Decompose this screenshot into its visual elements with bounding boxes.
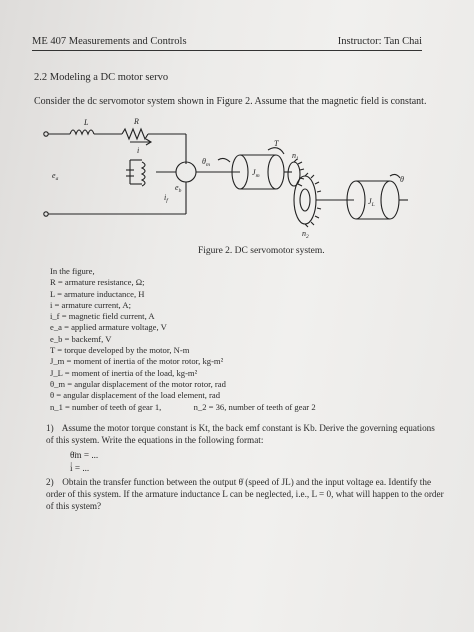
- dc-servomotor-diagram: [30, 118, 430, 244]
- terminal-top: [44, 132, 48, 136]
- gear-1: [288, 162, 300, 186]
- course-title: ME 407 Measurements and Controls: [32, 36, 187, 47]
- section-title: 2.2 Modeling a DC motor servo: [34, 72, 169, 83]
- label-ea: $e_a$: [52, 171, 59, 182]
- label-n1: $n_1$: [292, 151, 299, 162]
- page-header: [32, 36, 422, 51]
- definition-line: i_f = magnetic field current, A: [50, 311, 155, 322]
- format-line-theta: θ̈m = ...: [70, 450, 99, 460]
- inductor-coil: [70, 130, 94, 134]
- label-JL: $J_L$: [368, 197, 375, 208]
- label-Jm: $J_m$: [252, 168, 260, 179]
- field-coil: [142, 162, 145, 186]
- definition-line: e_b = backemf, V: [50, 333, 112, 344]
- definition-line: i = armature current, A;: [50, 299, 131, 310]
- definition-line: J_m = moment of inertia of the motor rotor, kg-m²: [50, 356, 224, 367]
- question-1: [46, 422, 436, 446]
- label-theta: θ: [400, 175, 404, 184]
- question-2-text: Obtain the transfer function between the output θ̇ (speed of JL) and the input voltage ea. Identify the order of this system. If the armature inductance L can be neglected, i.e., L = 0, what will happen to the order of this system?: [46, 477, 444, 511]
- terminal-bottom: [44, 212, 48, 216]
- format-line-current: i̇ = ...: [70, 463, 90, 473]
- definitions-list: [50, 266, 380, 413]
- label-theta-m: $\theta_m$: [202, 157, 210, 168]
- definition-line: L = armature inductance, H: [50, 288, 145, 299]
- question-1-number: 1): [46, 423, 54, 433]
- label-n2: $n_2$: [302, 229, 309, 240]
- definition-line: [50, 402, 380, 413]
- label-R: R: [134, 118, 139, 126]
- question-2-number: 2): [46, 477, 54, 487]
- label-eb: $e_b$: [175, 183, 182, 194]
- definition-line: J_L = moment of inertia of the load, kg-m²: [50, 367, 198, 378]
- figure-caption: Figure 2. DC servomotor system.: [198, 246, 325, 256]
- intro-text: Consider the dc servomotor system shown in Figure 2. Assume that the magnetic field is constant.: [34, 96, 427, 107]
- label-i: i: [137, 146, 140, 155]
- question-2: [46, 476, 446, 512]
- definition-line: T = torque developed by the motor, N-m: [50, 345, 190, 356]
- definition-n1: n_1 = number of teeth of gear 1,: [50, 401, 162, 412]
- instructor-name: Instructor: Tan Chai: [337, 36, 422, 47]
- gear-2: [294, 176, 316, 224]
- question-1-text: Assume the motor torque constant is Kt, the back emf constant is Kb. Derive the governing equations of this system. Write the equations in the following format:: [46, 423, 435, 445]
- definition-line: In the figure,: [50, 266, 95, 276]
- label-if: $i_f$: [164, 193, 168, 204]
- motor-armature: [176, 162, 196, 182]
- label-L: L: [84, 118, 89, 127]
- definition-line: θ = angular displacement of the load element, rad: [50, 390, 221, 401]
- label-T: T: [274, 139, 279, 148]
- resistor-zigzag: [122, 129, 148, 139]
- definition-line: e_a = applied armature voltage, V: [50, 322, 167, 333]
- definition-line: R = armature resistance, Ω;: [50, 277, 145, 288]
- definition-n2: n_2 = 36, number of teeth of gear 2: [193, 401, 316, 412]
- definition-line: θ_m = angular displacement of the motor rotor, rad: [50, 378, 226, 389]
